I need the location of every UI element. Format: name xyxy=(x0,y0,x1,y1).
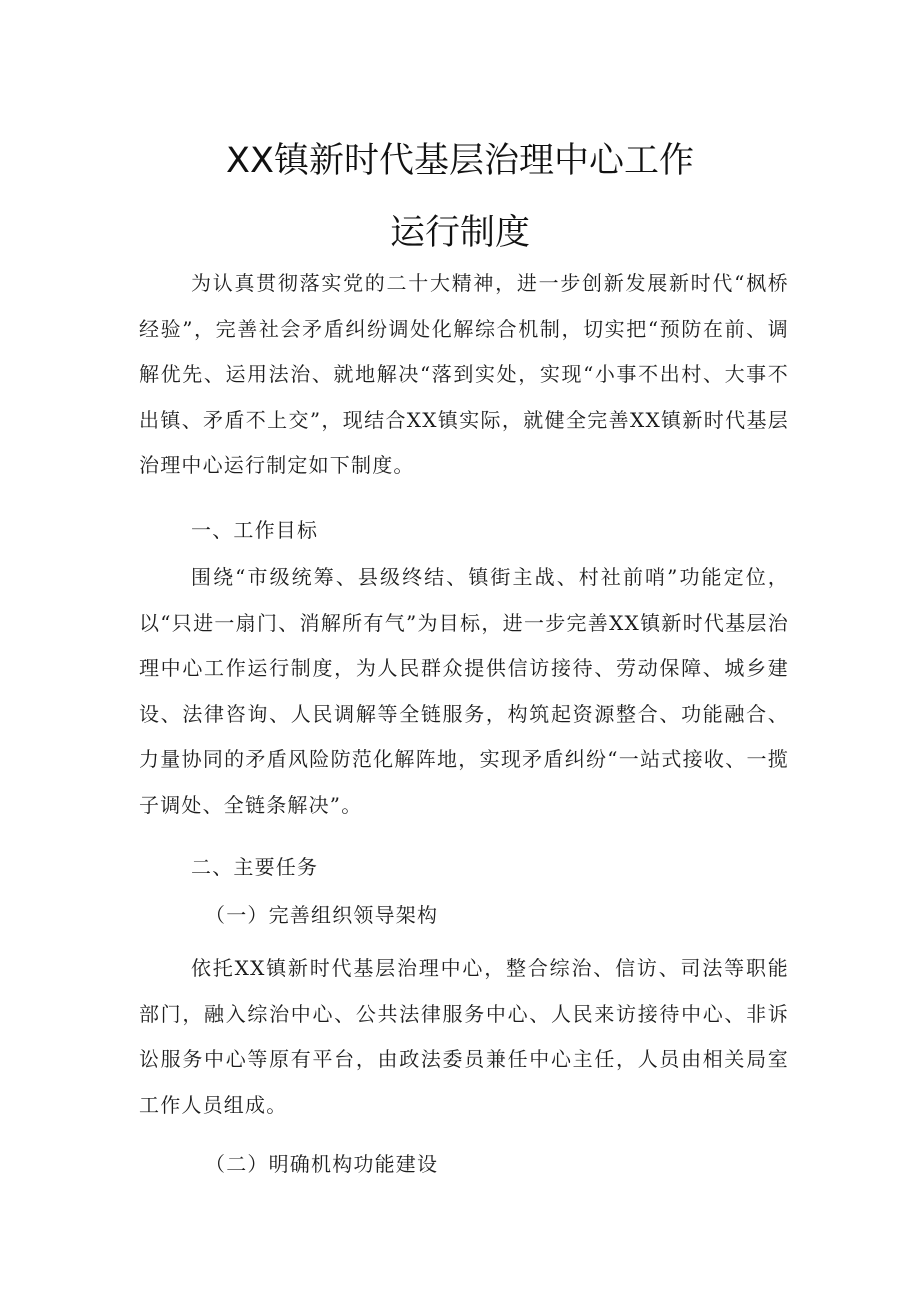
document-title-line2: 运行制度 xyxy=(389,213,530,253)
subsection2-heading: （二）明确机构功能建设 xyxy=(205,1152,439,1176)
intro-paragraph: 为认真贯彻落实党的二十大精神，进一步创新发展新时代“枫桥经验”，完善社会矛盾纠纷调处化解综合机制，切实把“预防在前、调解优先、运用法治、就地解决“落到实处，实现“小事不出村、大事不出镇、矛盾不上交”，现结合XX镇实际，就健全完善XX镇新时代基层治理中心运行制定如下制度。 xyxy=(139,271,789,477)
section1-paragraph: 围绕“市级统筹、县级终结、镇街主战、村社前哨”功能定位，以“只进一扇门、消解所有气”为目标，进一步完善XX镇新时代基层治理中心工作运行制度，为人民群众提供信访接待、劳动保障、城乡建设、法律咨询、人民调解等全链服务，构筑起资源整合、功能融合、力量协同的矛盾风险防范化解阵地，实现矛盾纠纷“一站式接收、一揽子调处、全链条解决”。 xyxy=(139,565,789,817)
document-title-line1: XX镇新时代基层治理中心工作 xyxy=(226,141,694,181)
subsection1-paragraph: 依托XX镇新时代基层治理中心，整合综治、信访、司法等职能部门，融入综治中心、公共法律服务中心、人民来访接待中心、非诉讼服务中心等原有平台，由政法委员兼任中心主任，人员由相关局室工作人员组成。 xyxy=(139,956,789,1117)
section1-heading: 一、工作目标 xyxy=(191,518,319,542)
section2-heading: 二、主要任务 xyxy=(191,855,319,879)
subsection1-heading: （一）完善组织领导架构 xyxy=(205,903,439,927)
